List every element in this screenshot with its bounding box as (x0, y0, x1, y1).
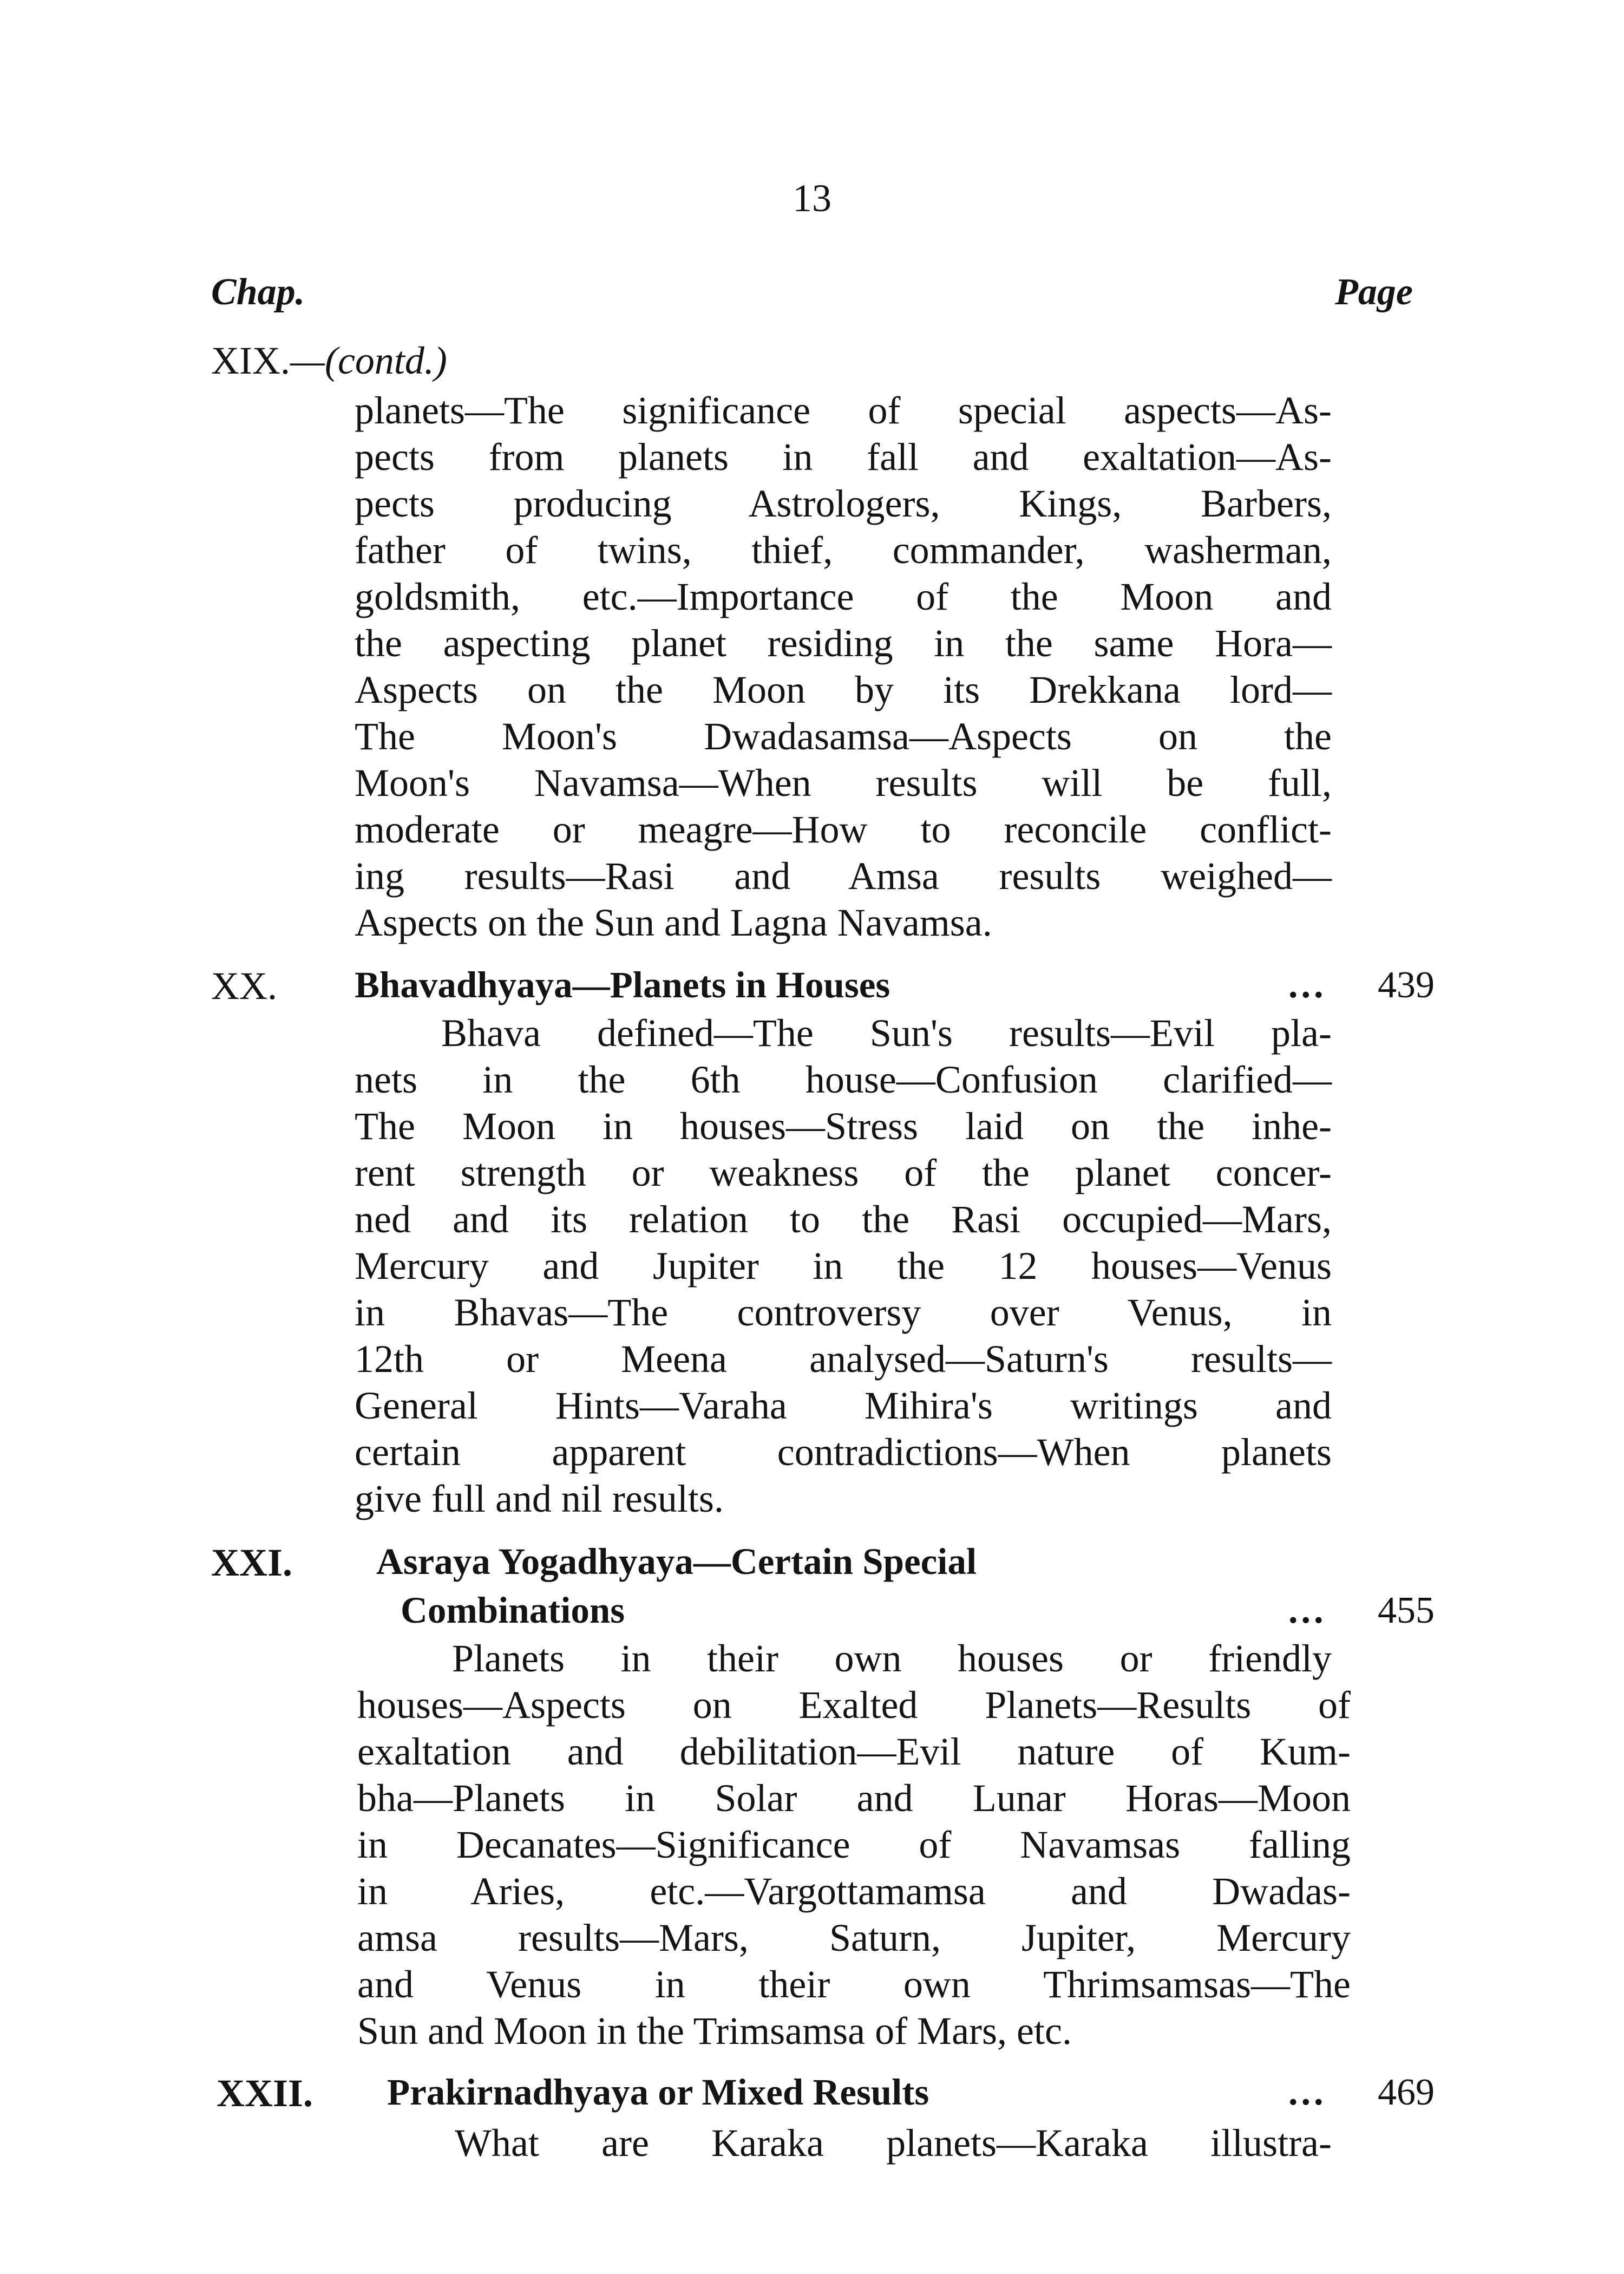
chapter-xxii-leader-dots: ... (1288, 2072, 1327, 2113)
chapter-xix-number: XIX. (211, 339, 290, 382)
xxi-line-3: exaltation and debilitation—Evil nature of Kum- (357, 1730, 1351, 1773)
xx-line-1: Bhava defined—The Sun's results—Evil pla- (441, 1011, 1332, 1055)
chapter-xxi-leader-dots: ... (1288, 1590, 1327, 1631)
xx-line-7: in Bhavas—The controversy over Venus, in (355, 1291, 1332, 1334)
page-number: 13 (793, 177, 831, 220)
chapter-xxi-page: 455 (1378, 1590, 1435, 1631)
xxi-line-8: and Venus in their own Thrimsamsas—The (357, 1963, 1351, 2006)
xx-line-3: The Moon in houses—Stress laid on the inhe- (355, 1105, 1332, 1148)
xix-line-9: Moon's Navamsa—When results will be full, (355, 761, 1332, 805)
chapter-xix-contd: —(contd.) (290, 339, 447, 382)
chapter-xix-description (355, 387, 1332, 946)
xix-line-1: planets—The significance of special aspects—As- (355, 389, 1332, 432)
xx-line-2: nets in the 6th house—Confusion clarified— (355, 1058, 1332, 1101)
xix-line-4: father of twins, thief, commander, washerman, (355, 528, 1332, 572)
chapter-xxii-title: Prakirnadhyaya or Mixed Results (387, 2072, 929, 2113)
chapter-xxii-page: 469 (1378, 2072, 1435, 2113)
chapter-xix-label (211, 341, 447, 380)
xx-line-11: give full and nil results. (355, 1477, 724, 1520)
xxi-line-2: houses—Aspects on Exalted Planets—Results of (357, 1683, 1351, 1727)
chapter-xx-page: 439 (1378, 964, 1435, 1006)
xix-line-2: pects from planets in fall and exaltation—As- (355, 435, 1332, 479)
xix-line-12: Aspects on the Sun and Lagna Navamsa. (355, 901, 992, 944)
xix-line-11: ing results—Rasi and Amsa results weighed— (355, 854, 1332, 898)
chapter-xx-title: Bhavadhyaya—Planets in Houses (355, 964, 890, 1005)
chapter-xxii-description (455, 2120, 1332, 2166)
xix-line-7: Aspects on the Moon by its Drekkana lord— (355, 668, 1332, 711)
chapter-xx-description (355, 1010, 1332, 1522)
xix-line-3: pects producing Astrologers, Kings, Barbers, (355, 482, 1332, 525)
xx-line-5: ned and its relation to the Rasi occupied—Mars, (355, 1198, 1332, 1241)
xix-line-8: The Moon's Dwadasamsa—Aspects on the (355, 715, 1332, 758)
chapter-xxi-title: Asraya Yogadhyaya—Certain Special (376, 1541, 977, 1582)
xxi-line-9: Sun and Moon in the Trimsamsa of Mars, etc. (357, 2009, 1072, 2053)
xix-line-6: the aspecting planet residing in the same Hora— (355, 622, 1332, 665)
xx-line-8: 12th or Meena analysed—Saturn's results— (355, 1337, 1332, 1381)
chapter-xx-leader-dots: ... (1288, 964, 1327, 1006)
chapter-xxii-number: XXII. (217, 2072, 313, 2115)
chapter-xxi-description (357, 1635, 1351, 2054)
column-header-page: Page (1335, 271, 1413, 313)
xx-line-4: rent strength or weakness of the planet concer- (355, 1151, 1332, 1194)
chapter-xx-number: XX. (211, 964, 277, 1008)
xxi-line-7: amsa results—Mars, Saturn, Jupiter, Mercury (357, 1916, 1351, 1959)
xxi-line-6: in Aries, etc.—Vargottamamsa and Dwadas- (357, 1870, 1351, 1913)
xx-line-10: certain apparent contradictions—When planets (355, 1430, 1332, 1474)
column-header-chap: Chap. (211, 271, 305, 313)
xx-line-6: Mercury and Jupiter in the 12 houses—Venus (355, 1244, 1332, 1288)
xx-line-9: General Hints—Varaha Mihira's writings and (355, 1384, 1332, 1427)
chapter-xxi-number: XXI. (211, 1541, 293, 1584)
xxi-line-5: in Decanates—Significance of Navamsas falling (357, 1823, 1351, 1866)
xix-line-10: moderate or meagre—How to reconcile conflict- (355, 808, 1332, 851)
xxi-line-1: Planets in their own houses or friendly (452, 1637, 1332, 1680)
chapter-xxi-title-line2: Combinations (401, 1590, 625, 1631)
xix-line-5: goldsmith, etc.—Importance of the Moon and (355, 575, 1332, 618)
xxi-line-4: bha—Planets in Solar and Lunar Horas—Moon (357, 1776, 1351, 1820)
xxii-line-1: What are Karaka planets—Karaka illustra- (455, 2121, 1332, 2165)
